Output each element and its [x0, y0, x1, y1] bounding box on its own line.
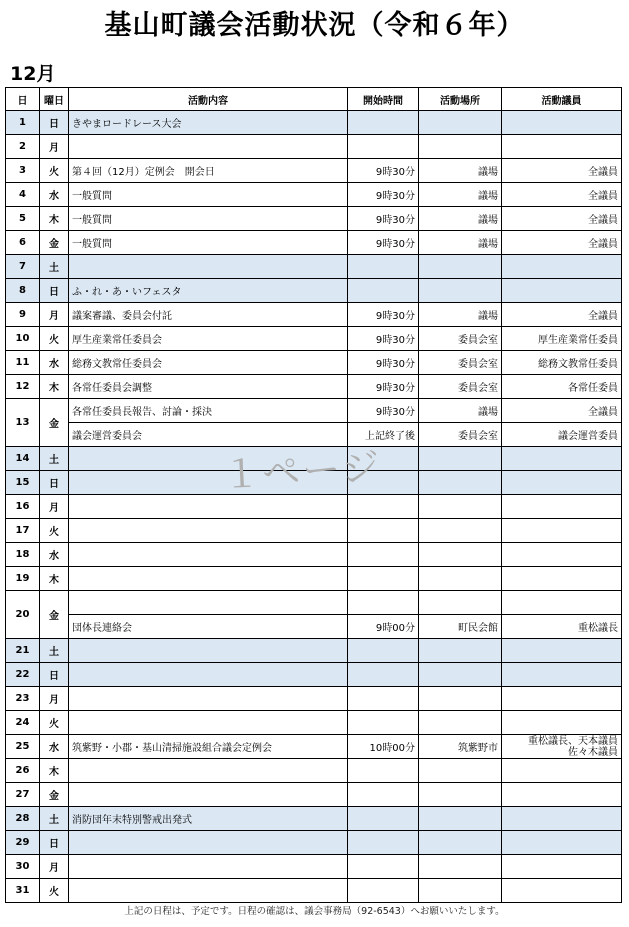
place-cell — [419, 783, 502, 807]
member-cell: 厚生産業常任委員 — [502, 327, 622, 351]
header-row — [6, 88, 622, 111]
table-row — [6, 471, 622, 495]
table-row — [6, 735, 622, 759]
day-cell: 31 — [6, 879, 40, 903]
table-row — [6, 399, 622, 423]
day-cell: 1 — [6, 111, 40, 135]
time-cell: 9時30分 — [348, 303, 419, 327]
time-cell — [348, 759, 419, 783]
weekday-cell: 金 — [40, 399, 69, 447]
place-cell — [419, 567, 502, 591]
time-cell: 上記終了後 — [348, 423, 419, 447]
weekday-cell: 火 — [40, 879, 69, 903]
content-cell: きやまロードレース大会 — [69, 111, 348, 135]
place-cell — [419, 639, 502, 663]
content-cell — [69, 519, 348, 543]
weekday-cell: 木 — [40, 567, 69, 591]
member-cell: 全議員 — [502, 159, 622, 183]
weekday-cell: 水 — [40, 183, 69, 207]
weekday-cell: 土 — [40, 807, 69, 831]
header-weekday: 曜日 — [40, 88, 69, 111]
day-cell: 29 — [6, 831, 40, 855]
member-cell — [502, 135, 622, 159]
table-row — [6, 255, 622, 279]
day-cell: 16 — [6, 495, 40, 519]
content-cell: 厚生産業常任委員会 — [69, 327, 348, 351]
table-row — [6, 567, 622, 591]
time-cell: 9時00分 — [348, 615, 419, 639]
day-cell: 2 — [6, 135, 40, 159]
time-cell — [348, 135, 419, 159]
content-cell: 一般質問 — [69, 183, 348, 207]
table-row — [6, 279, 622, 303]
content-cell — [69, 471, 348, 495]
content-cell — [69, 447, 348, 471]
place-cell: 筑紫野市 — [419, 735, 502, 759]
table-row — [6, 591, 622, 615]
day-cell: 27 — [6, 783, 40, 807]
time-cell: 9時30分 — [348, 231, 419, 255]
time-cell — [348, 567, 419, 591]
schedule-body — [6, 111, 622, 903]
day-cell: 15 — [6, 471, 40, 495]
time-cell — [348, 663, 419, 687]
place-cell: 議場 — [419, 303, 502, 327]
day-cell: 6 — [6, 231, 40, 255]
day-cell: 23 — [6, 687, 40, 711]
member-cell — [502, 543, 622, 567]
day-cell: 8 — [6, 279, 40, 303]
header-member: 活動議員 — [502, 88, 622, 111]
member-cell: 全議員 — [502, 231, 622, 255]
day-cell: 11 — [6, 351, 40, 375]
member-cell — [502, 567, 622, 591]
content-cell: 第４回（12月）定例会 開会日 — [69, 159, 348, 183]
member-cell — [502, 111, 622, 135]
place-cell — [419, 831, 502, 855]
time-cell — [348, 543, 419, 567]
member-cell — [502, 639, 622, 663]
place-cell — [419, 855, 502, 879]
member-cell: 全議員 — [502, 303, 622, 327]
member-cell — [502, 255, 622, 279]
member-cell — [502, 831, 622, 855]
table-row — [6, 207, 622, 231]
time-cell — [348, 279, 419, 303]
content-cell — [69, 639, 348, 663]
member-cell — [502, 447, 622, 471]
place-cell — [419, 447, 502, 471]
table-row — [6, 543, 622, 567]
place-cell: 議場 — [419, 399, 502, 423]
place-cell — [419, 279, 502, 303]
table-row — [6, 351, 622, 375]
member-cell — [502, 879, 622, 903]
place-cell — [419, 687, 502, 711]
place-cell — [419, 759, 502, 783]
page-title: 基山町議会活動状況（令和６年） — [104, 10, 525, 41]
time-cell — [348, 495, 419, 519]
member-cell — [502, 735, 622, 759]
day-cell: 18 — [6, 543, 40, 567]
member-line: 重松議長、天本議員 — [528, 735, 618, 747]
weekday-cell: 金 — [40, 783, 69, 807]
place-cell — [419, 543, 502, 567]
content-cell — [69, 831, 348, 855]
weekday-cell: 火 — [40, 327, 69, 351]
day-cell: 24 — [6, 711, 40, 735]
content-cell — [69, 567, 348, 591]
table-row — [6, 231, 622, 255]
table-row — [6, 783, 622, 807]
table-row — [6, 375, 622, 399]
table-row — [6, 159, 622, 183]
schedule-table — [5, 87, 622, 903]
table-row — [6, 639, 622, 663]
day-cell: 7 — [6, 255, 40, 279]
month-label: 12月 — [10, 63, 56, 85]
member-cell — [502, 519, 622, 543]
time-cell — [348, 447, 419, 471]
table-row — [6, 663, 622, 687]
time-cell — [348, 831, 419, 855]
weekday-cell: 月 — [40, 495, 69, 519]
weekday-cell: 火 — [40, 519, 69, 543]
place-cell: 委員会室 — [419, 375, 502, 399]
content-cell — [69, 663, 348, 687]
weekday-cell: 月 — [40, 855, 69, 879]
place-cell — [419, 591, 502, 615]
time-cell: 9時30分 — [348, 351, 419, 375]
time-cell: 9時30分 — [348, 207, 419, 231]
weekday-cell: 木 — [40, 759, 69, 783]
weekday-cell: 日 — [40, 831, 69, 855]
content-cell: 一般質問 — [69, 207, 348, 231]
content-cell: 消防団年末特別警戒出発式 — [69, 807, 348, 831]
table-row — [6, 423, 622, 447]
member-cell — [502, 591, 622, 615]
place-cell — [419, 519, 502, 543]
table-row — [6, 447, 622, 471]
header-place: 活動場所 — [419, 88, 502, 111]
table-row — [6, 303, 622, 327]
weekday-cell: 月 — [40, 687, 69, 711]
weekday-cell: 火 — [40, 159, 69, 183]
time-cell — [348, 471, 419, 495]
content-cell — [69, 543, 348, 567]
place-cell — [419, 879, 502, 903]
table-row — [6, 135, 622, 159]
weekday-cell: 土 — [40, 255, 69, 279]
table-row — [6, 759, 622, 783]
header-content: 活動内容 — [69, 88, 348, 111]
content-cell — [69, 255, 348, 279]
time-cell — [348, 783, 419, 807]
weekday-cell: 日 — [40, 471, 69, 495]
time-cell — [348, 639, 419, 663]
place-cell — [419, 711, 502, 735]
content-cell — [69, 759, 348, 783]
table-row — [6, 111, 622, 135]
place-cell: 議場 — [419, 207, 502, 231]
member-cell: 総務文教常任委員 — [502, 351, 622, 375]
day-cell: 4 — [6, 183, 40, 207]
day-cell: 22 — [6, 663, 40, 687]
weekday-cell: 土 — [40, 447, 69, 471]
page-watermark: １ページ — [221, 444, 383, 498]
footer-note: 上記の日程は、予定です。日程の確認は、議会事務局（92-6543）へお願いいたします。 — [124, 906, 505, 917]
member-cell — [502, 783, 622, 807]
table-row — [6, 615, 622, 639]
time-cell — [348, 711, 419, 735]
member-cell — [502, 711, 622, 735]
weekday-cell: 土 — [40, 639, 69, 663]
weekday-cell: 火 — [40, 711, 69, 735]
day-cell: 26 — [6, 759, 40, 783]
content-cell — [69, 855, 348, 879]
content-cell — [69, 495, 348, 519]
place-cell — [419, 111, 502, 135]
time-cell: 10時00分 — [348, 735, 419, 759]
day-cell: 19 — [6, 567, 40, 591]
weekday-cell: 金 — [40, 591, 69, 639]
day-cell: 25 — [6, 735, 40, 759]
day-cell: 10 — [6, 327, 40, 351]
day-cell: 28 — [6, 807, 40, 831]
content-cell: 議会運営委員会 — [69, 423, 348, 447]
table-row — [6, 327, 622, 351]
table-row — [6, 519, 622, 543]
content-cell: 団体長連絡会 — [69, 615, 348, 639]
content-cell: 各常任委員会調整 — [69, 375, 348, 399]
member-cell — [502, 663, 622, 687]
member-cell — [502, 279, 622, 303]
weekday-cell: 日 — [40, 279, 69, 303]
member-cell — [502, 855, 622, 879]
place-cell: 町民会館 — [419, 615, 502, 639]
weekday-cell: 木 — [40, 375, 69, 399]
weekday-cell: 水 — [40, 543, 69, 567]
member-cell — [502, 471, 622, 495]
member-cell — [502, 495, 622, 519]
day-cell: 14 — [6, 447, 40, 471]
place-cell — [419, 663, 502, 687]
table-row — [6, 807, 622, 831]
table-row — [6, 711, 622, 735]
day-cell: 12 — [6, 375, 40, 399]
content-cell: 各常任委員長報告、討論・採決 — [69, 399, 348, 423]
day-cell: 21 — [6, 639, 40, 663]
day-cell: 30 — [6, 855, 40, 879]
time-cell: 9時30分 — [348, 375, 419, 399]
content-cell: ふ・れ・あ・いフェスタ — [69, 279, 348, 303]
member-cell: 議会運営委員 — [502, 423, 622, 447]
content-cell — [69, 711, 348, 735]
table-row — [6, 687, 622, 711]
day-cell: 17 — [6, 519, 40, 543]
place-cell: 議場 — [419, 159, 502, 183]
content-cell: 総務文教常任委員会 — [69, 351, 348, 375]
place-cell: 委員会室 — [419, 423, 502, 447]
time-cell — [348, 687, 419, 711]
content-cell — [69, 687, 348, 711]
content-cell — [69, 879, 348, 903]
content-cell: 筑紫野・小郡・基山清掃施設組合議会定例会 — [69, 735, 348, 759]
table-row — [6, 879, 622, 903]
table-row — [6, 495, 622, 519]
place-cell — [419, 255, 502, 279]
time-cell — [348, 855, 419, 879]
time-cell — [348, 255, 419, 279]
place-cell — [419, 471, 502, 495]
weekday-cell: 金 — [40, 231, 69, 255]
time-cell: 9時30分 — [348, 159, 419, 183]
place-cell — [419, 807, 502, 831]
time-cell — [348, 591, 419, 615]
time-cell — [348, 519, 419, 543]
member-cell: 重松議長 — [502, 615, 622, 639]
weekday-cell: 水 — [40, 735, 69, 759]
day-cell: 3 — [6, 159, 40, 183]
content-cell: 一般質問 — [69, 231, 348, 255]
table-row — [6, 183, 622, 207]
weekday-cell: 月 — [40, 135, 69, 159]
weekday-cell: 日 — [40, 111, 69, 135]
member-cell — [502, 807, 622, 831]
weekday-cell: 月 — [40, 303, 69, 327]
weekday-cell: 木 — [40, 207, 69, 231]
weekday-cell: 水 — [40, 351, 69, 375]
day-cell: 5 — [6, 207, 40, 231]
place-cell — [419, 135, 502, 159]
content-cell — [69, 135, 348, 159]
time-cell: 9時30分 — [348, 327, 419, 351]
day-cell: 13 — [6, 399, 40, 447]
member-cell: 各常任委員 — [502, 375, 622, 399]
place-cell — [419, 495, 502, 519]
place-cell: 議場 — [419, 183, 502, 207]
place-cell: 議場 — [419, 231, 502, 255]
member-cell: 全議員 — [502, 183, 622, 207]
content-cell — [69, 591, 348, 615]
table-row — [6, 855, 622, 879]
table-row — [6, 831, 622, 855]
place-cell: 委員会室 — [419, 327, 502, 351]
content-cell — [69, 783, 348, 807]
member-cell: 全議員 — [502, 207, 622, 231]
time-cell — [348, 807, 419, 831]
time-cell: 9時30分 — [348, 183, 419, 207]
time-cell — [348, 111, 419, 135]
day-cell: 20 — [6, 591, 40, 639]
member-cell — [502, 687, 622, 711]
time-cell: 9時30分 — [348, 399, 419, 423]
content-cell: 議案審議、委員会付託 — [69, 303, 348, 327]
member-cell — [502, 759, 622, 783]
time-cell — [348, 879, 419, 903]
member-line: 佐々木議員 — [568, 746, 618, 758]
header-time: 開始時間 — [348, 88, 419, 111]
day-cell: 9 — [6, 303, 40, 327]
header-day: 日 — [6, 88, 40, 111]
place-cell: 委員会室 — [419, 351, 502, 375]
weekday-cell: 日 — [40, 663, 69, 687]
member-cell: 全議員 — [502, 399, 622, 423]
